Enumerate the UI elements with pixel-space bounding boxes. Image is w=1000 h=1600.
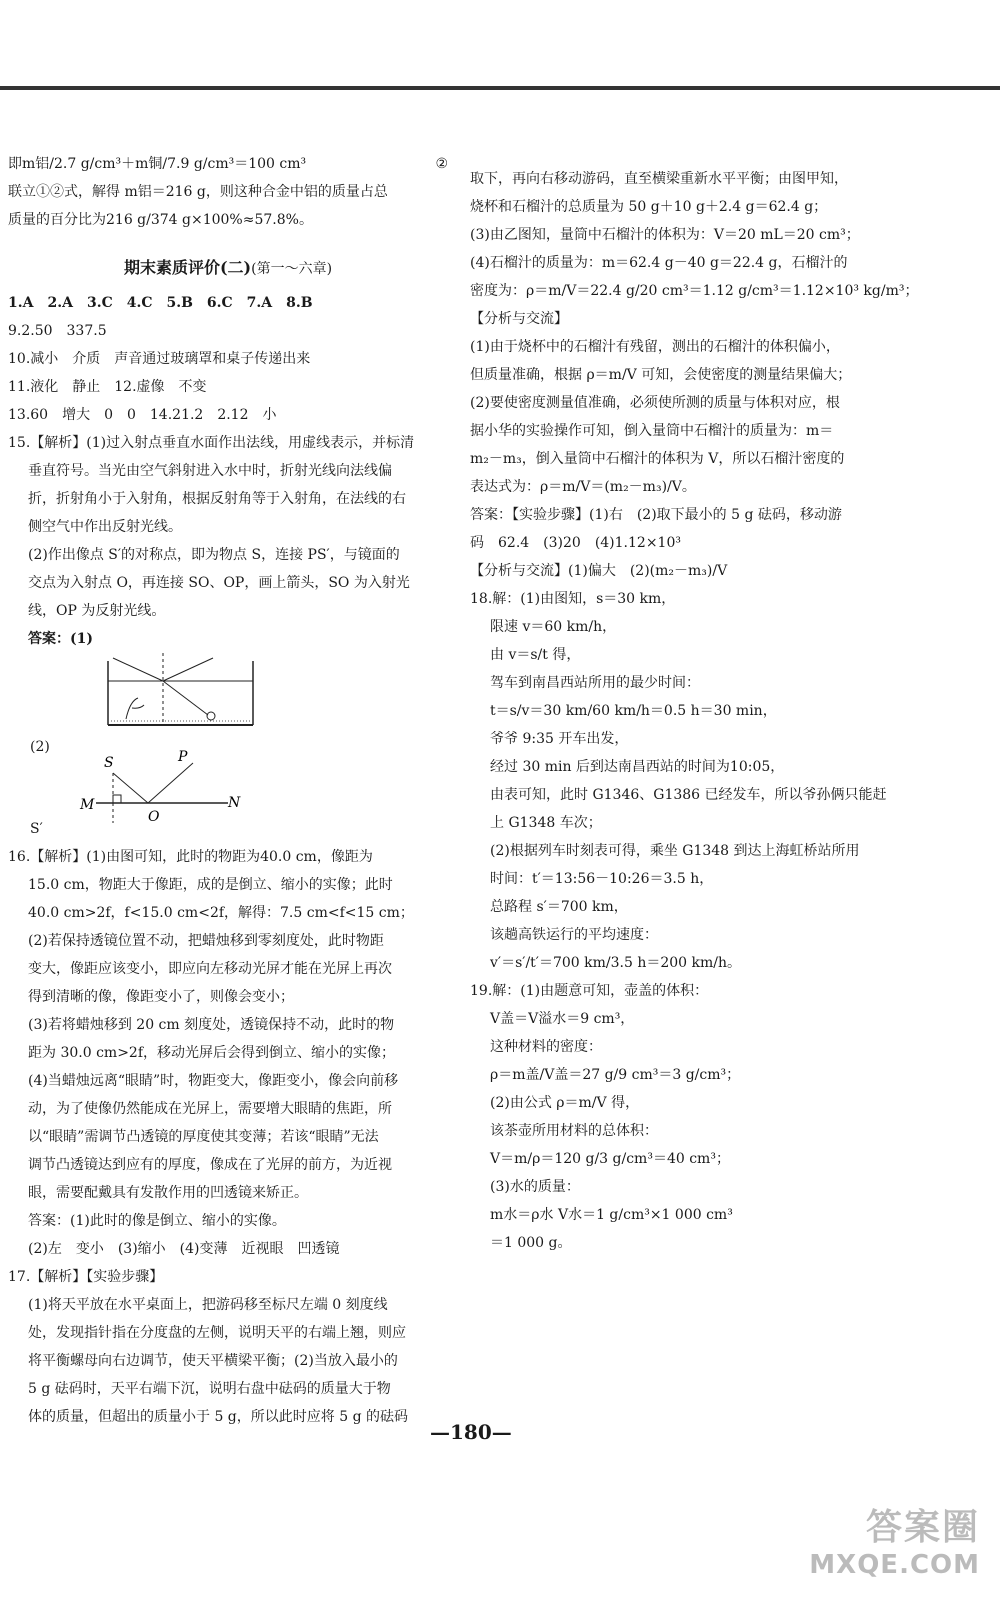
text-line: 距为 30.0 cm>2f，移动光屏后会得到倒立、缩小的实像； <box>28 1045 396 1061</box>
text-line: ρ＝m盖/V盖＝27 g/9 cm³＝3 g/cm³； <box>490 1067 741 1083</box>
text-line: (4)石榴汁的质量为：m＝62.4 g－40 g＝22.4 g，石榴汁的 <box>470 255 848 271</box>
text-line: V＝m/ρ＝120 g/3 g/cm³＝40 cm³； <box>490 1151 730 1167</box>
left-column <box>8 150 448 1431</box>
text-line: 40.0 cm>2f，f<15.0 cm<2f，解得：7.5 cm<f<15 cm； <box>28 905 414 921</box>
answer-line: 答案：(1)此时的像是倒立、缩小的实像。 <box>28 1213 286 1229</box>
answer-line: (2)左 变小 (3)缩小 (4)变薄 近视眼 凹透镜 <box>28 1241 340 1257</box>
section-title: 期末素质评价(二)(第一～六章) <box>123 258 333 277</box>
text-line: 经过 30 min 后到达南昌西站的时间为10:05， <box>490 759 785 775</box>
text-line: V盖＝V溢水＝9 cm³， <box>490 1011 635 1027</box>
answer-line: 答案：【实验步骤】(1)右 (2)取下最小的 5 g 砝码，移动游 <box>470 507 842 523</box>
text-line: 动，为了使像仍然能成在光屏上，需要增大眼睛的焦距，所 <box>28 1101 392 1117</box>
text-line: 爷爷 9:35 开车出发， <box>490 731 629 747</box>
text-line: 但质量准确，根据 ρ＝m/V 可知，会使密度的测量结果偏大； <box>470 367 852 383</box>
text-line: (1)由于烧杯中的石榴汁有残留，测出的石榴汁的体积偏小， <box>470 339 840 355</box>
text-line: m₂－m₃，倒入量筒中石榴汁的体积为 V，所以石榴汁密度的 <box>470 451 845 467</box>
text-line: (2) <box>30 739 50 755</box>
text-line: 质量的百分比为216 g/374 g×100%≈57.8%。 <box>8 212 313 228</box>
text-line: 眼，需要配戴具有发散作用的凹透镜来矫正。 <box>28 1185 308 1201</box>
text-line: 19.解：(1)由题意可知，壶盖的体积： <box>470 983 709 999</box>
watermark-logo: 答案圈 MXQE.COM <box>809 1507 980 1580</box>
text-line: (2)由公式 ρ＝m/V 得， <box>490 1095 640 1111</box>
label-M: M <box>80 797 95 813</box>
text-line: 该趟高铁运行的平均速度： <box>490 927 658 943</box>
text-line: 侧空气中作出反射光线。 <box>28 519 182 535</box>
answer-line: 1.A 2.A 3.C 4.C 5.B 6.C 7.A 8.B <box>8 295 313 311</box>
answer-line: 13.60 增大 0 0 14.21.2 2.12 小 <box>8 407 277 423</box>
text-line: 密度为：ρ＝m/V＝22.4 g/20 cm³＝1.12 g/cm³＝1.12×10³ kg/m³； <box>470 283 919 299</box>
text-line: 联立①②式，解得 m铝＝216 g，则这种合金中铝的质量占总 <box>8 184 388 200</box>
mirror-figure <box>8 749 448 825</box>
text-line: 得到清晰的像，像距变小了，则像会变小； <box>28 989 294 1005</box>
answer-line: 9.2.50 337.5 <box>8 323 107 339</box>
text-line: (2)根据列车时刻表可得，乘坐 G1348 到达上海虹桥站所用 <box>490 843 860 859</box>
text-line: 该茶壶所用材料的总体积： <box>490 1123 658 1139</box>
text-line: 上 G1348 车次； <box>490 815 602 831</box>
text-line: 【分析与交流】 <box>470 311 568 327</box>
text-line: 15.0 cm，物距大于像距，成的是倒立、缩小的实像；此时 <box>28 877 393 893</box>
water-tank-figure <box>8 653 448 733</box>
label-P: P <box>178 749 188 765</box>
text-line: 5 g 砝码时，天平右端下沉，说明右盘中砝码的质量大于物 <box>28 1381 391 1397</box>
text-line: 由表可知，此时 G1346、G1386 已经发车，所以爷孙俩只能赶 <box>490 787 887 803</box>
text-line: 将平衡螺母向右边调节，使天平横梁平衡；(2)当放入最小的 <box>28 1353 398 1369</box>
text-line: 烧杯和石榴汁的总质量为 50 g＋10 g＋2.4 g＝62.4 g； <box>470 199 828 215</box>
page-number: —180— <box>430 1420 512 1444</box>
text-line: (3)由乙图知，量筒中石榴汁的体积为：V＝20 mL＝20 cm³； <box>470 227 860 243</box>
text-line: 这种材料的密度： <box>490 1039 602 1055</box>
text-line: v′＝s′/t′＝700 km/3.5 h＝200 km/h。 <box>490 955 742 971</box>
text-line: 总路程 s′＝700 km， <box>490 899 628 915</box>
text-line: 17.【解析】【实验步骤】 <box>8 1269 164 1285</box>
label-S: S <box>104 755 114 771</box>
text-line: 表达式为：ρ＝m/V＝(m₂－m₃)/V。 <box>470 479 696 495</box>
label-S-prime: S′ <box>30 821 43 837</box>
text-line: (3)水的质量： <box>490 1179 580 1195</box>
text-line: 交点为入射点 O，再连接 SO、OP，画上箭头，SO 为入射光 <box>28 575 410 591</box>
text-line: (2)若保持透镜位置不动，把蜡烛移到零刻度处，此时物距 <box>28 933 384 949</box>
label-O: O <box>148 809 160 825</box>
text-line: 由 v＝s/t 得， <box>490 647 581 663</box>
text-line: 以“眼睛”需调节凸透镜的厚度使其变薄；若该“眼睛”无法 <box>28 1129 379 1145</box>
text-line: m水＝ρ水 V水＝1 g/cm³×1 000 cm³ <box>490 1207 733 1223</box>
text-line: 16.【解析】(1)由图可知，此时的物距为40.0 cm，像距为 <box>8 849 373 865</box>
text-line: 即m铝/2.7 g/cm³＋m铜/7.9 g/cm³＝100 cm³ ② <box>8 156 448 172</box>
text-line: 取下，再向右移动游码，直至横梁重新水平平衡；由图甲知， <box>470 171 848 187</box>
answer-line: 11.液化 静止 12.虚像 不变 <box>8 379 207 395</box>
text-line: 变大，像距应该变小，即应向左移动光屏才能在光屏上再次 <box>28 961 392 977</box>
text-line: t＝s/v＝30 km/60 km/h＝0.5 h＝30 min， <box>490 703 777 719</box>
answer-line: 10.减小 介质 声音通过玻璃罩和桌子传递出来 <box>8 351 311 367</box>
text-line: 折，折射角小于入射角，根据反射角等于入射角，在法线的右 <box>28 491 406 507</box>
text-line: 时间：t′＝13:56－10:26＝3.5 h， <box>490 871 714 887</box>
text-line: (2)作出像点 S′的对称点，即为物点 S，连接 PS′，与镜面的 <box>28 547 400 563</box>
text-line: 限速 v＝60 km/h， <box>490 619 617 635</box>
text-line: 18.解：(1)由图知，s＝30 km， <box>470 591 676 607</box>
text-line: 答案：(1) <box>28 631 93 647</box>
text-line: 体的质量，但超出的质量小于 5 g，所以此时应将 5 g 的砝码 <box>28 1409 408 1425</box>
text-line: ＝1 000 g。 <box>490 1235 572 1251</box>
text-line: 线，OP 为反射光线。 <box>28 603 166 619</box>
top-rule <box>0 86 1000 90</box>
text-line: 据小华的实验操作可知，倒入量筒中石榴汁的质量为：m＝ <box>470 423 834 439</box>
answer-line: 【分析与交流】(1)偏大 (2)(m₂－m₃)/V <box>470 563 728 579</box>
text-line: (3)若将蜡烛移到 20 cm 刻度处，透镜保持不动，此时的物 <box>28 1017 395 1033</box>
text-line: 调节凸透镜达到应有的厚度，像成在了光屏的前方，为近视 <box>28 1157 392 1173</box>
text-line: (2)要使密度测量值准确，必须使所测的质量与体积对应，根 <box>470 395 840 411</box>
text-line: 垂直符号。当光由空气斜射进入水中时，折射光线向法线偏 <box>28 463 392 479</box>
text-line: (1)将天平放在水平桌面上，把游码移至标尺左端 0 刻度线 <box>28 1297 388 1313</box>
text-line: 处，发现指针指在分度盘的左侧，说明天平的右端上翘，则应 <box>28 1325 406 1341</box>
text-line: 15.【解析】(1)过入射点垂直水面作出法线，用虚线表示，并标清 <box>8 435 415 451</box>
right-column <box>470 165 975 1257</box>
text-line: 驾车到南昌西站所用的最少时间： <box>490 675 700 691</box>
answer-line: 码 62.4 (3)20 (4)1.12×10³ <box>470 535 681 551</box>
label-N: N <box>228 795 241 811</box>
text-line: (4)当蜡烛远离“眼睛”时，物距变大，像距变小，像会向前移 <box>28 1073 399 1089</box>
